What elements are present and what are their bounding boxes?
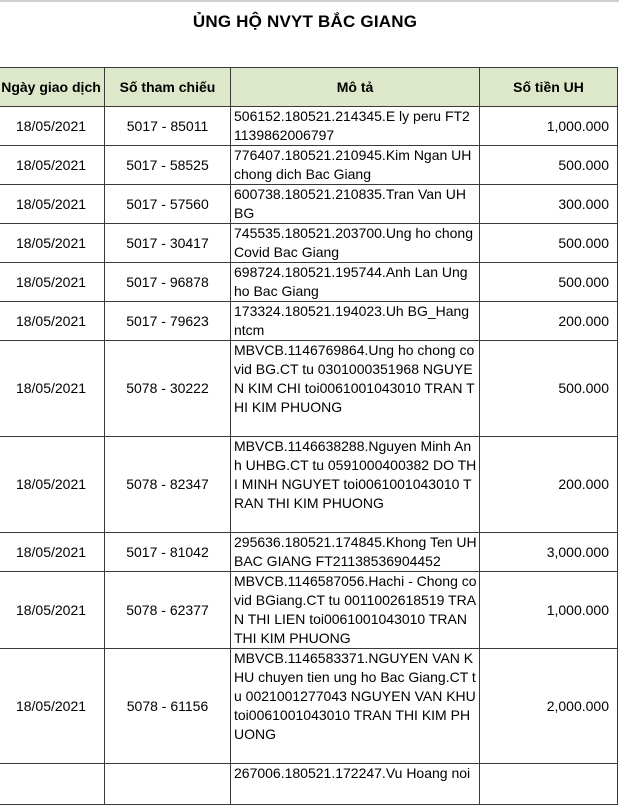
table-row xyxy=(0,107,618,146)
cell-description[interactable]: MBVCB.1146587056.Hachi - Chong covid BGiang.CT tu 0011002618519 TRAN THI LIEN toi0061001043010 TRAN THI KIM PHUONG xyxy=(231,572,480,649)
cell-date[interactable]: 18/05/2021 xyxy=(0,185,105,224)
header-date[interactable]: Ngày giao dịch xyxy=(0,68,105,107)
cell-date[interactable]: 18/05/2021 xyxy=(0,263,105,302)
cell-description[interactable]: 295636.180521.174845.Khong Ten UH BAC GIANG FT21138536904452 xyxy=(231,533,480,572)
cell-description[interactable]: MBVCB.1146583371.NGUYEN VAN KHU chuyen tien ung ho Bac Giang.CT tu 0021001277043 NGUYEN VAN KHU toi0061001043010 TRAN THI KIM PHUONG xyxy=(231,649,480,764)
cell-date[interactable] xyxy=(0,764,105,805)
cell-amount[interactable]: 3,000.000 xyxy=(480,533,618,572)
table-row xyxy=(0,302,618,341)
cell-date[interactable]: 18/05/2021 xyxy=(0,437,105,533)
cell-reference[interactable]: 5078 - 62377 xyxy=(105,572,231,649)
cell-reference[interactable]: 5017 - 57560 xyxy=(105,185,231,224)
header-amount[interactable]: Số tiền UH xyxy=(480,68,618,107)
sheet-title: ỦNG HỘ NVYT BẮC GIANG xyxy=(192,12,418,31)
cell-amount[interactable]: 500.000 xyxy=(480,224,618,263)
cell-date[interactable]: 18/05/2021 xyxy=(0,533,105,572)
cell-amount[interactable]: 200.000 xyxy=(480,302,618,341)
top-border xyxy=(0,0,619,2)
cell-description[interactable]: 267006.180521.172247.Vu Hoang noi xyxy=(231,764,480,805)
cell-amount[interactable]: 1,000.000 xyxy=(480,572,618,649)
cell-reference[interactable]: 5017 - 81042 xyxy=(105,533,231,572)
header-row xyxy=(0,68,618,107)
cell-date[interactable]: 18/05/2021 xyxy=(0,146,105,185)
cell-description[interactable]: 173324.180521.194023.Uh BG_Hang ntcm xyxy=(231,302,480,341)
cell-description[interactable]: 506152.180521.214345.E ly peru FT21139862006797 xyxy=(231,107,480,146)
cell-description[interactable]: 745535.180521.203700.Ung ho chong Covid Bac Giang xyxy=(231,224,480,263)
table-row xyxy=(0,341,618,437)
table-row xyxy=(0,533,618,572)
cell-description[interactable]: 600738.180521.210835.Tran Van UH BG xyxy=(231,185,480,224)
cell-amount[interactable]: 500.000 xyxy=(480,146,618,185)
table-row xyxy=(0,263,618,302)
cell-date[interactable]: 18/05/2021 xyxy=(0,341,105,437)
cell-reference[interactable]: 5017 - 85011 xyxy=(105,107,231,146)
cell-date[interactable]: 18/05/2021 xyxy=(0,572,105,649)
cell-date[interactable]: 18/05/2021 xyxy=(0,224,105,263)
cell-description[interactable]: 698724.180521.195744.Anh Lan Ung ho Bac Giang xyxy=(231,263,480,302)
cell-reference[interactable]: 5017 - 58525 xyxy=(105,146,231,185)
cell-amount[interactable] xyxy=(480,764,618,805)
cell-date[interactable]: 18/05/2021 xyxy=(0,649,105,764)
cell-amount[interactable]: 1,000.000 xyxy=(480,107,618,146)
cell-amount[interactable]: 300.000 xyxy=(480,185,618,224)
cell-date[interactable]: 18/05/2021 xyxy=(0,107,105,146)
table-body xyxy=(0,107,618,805)
table-row xyxy=(0,437,618,533)
cell-description[interactable]: MBVCB.1146638288.Nguyen Minh Anh UHBG.CT tu 0591000400382 DO THI MINH NGUYET toi0061001043010 TRAN THI KIM PHUONG xyxy=(231,437,480,533)
table-row xyxy=(0,185,618,224)
cell-amount[interactable]: 2,000.000 xyxy=(480,649,618,764)
cell-description[interactable]: 776407.180521.210945.Kim Ngan UH chong dich Bac Giang xyxy=(231,146,480,185)
table-row xyxy=(0,572,618,649)
table-row xyxy=(0,224,618,263)
donation-table xyxy=(0,67,618,805)
cell-amount[interactable]: 500.000 xyxy=(480,263,618,302)
table-row xyxy=(0,649,618,764)
cell-reference[interactable]: 5078 - 30222 xyxy=(105,341,231,437)
cell-date[interactable]: 18/05/2021 xyxy=(0,302,105,341)
cell-reference[interactable]: 5017 - 30417 xyxy=(105,224,231,263)
table-row xyxy=(0,764,618,805)
table-row xyxy=(0,146,618,185)
header-reference[interactable]: Số tham chiếu xyxy=(105,68,231,107)
cell-reference[interactable] xyxy=(105,764,231,805)
cell-amount[interactable]: 500.000 xyxy=(480,341,618,437)
cell-reference[interactable]: 5017 - 79623 xyxy=(105,302,231,341)
cell-description[interactable]: MBVCB.1146769864.Ung ho chong covid BG.CT tu 0301000351968 NGUYEN KIM CHI toi0061001043010 TRAN THI KIM PHUONG xyxy=(231,341,480,437)
cell-reference[interactable]: 5078 - 61156 xyxy=(105,649,231,764)
cell-reference[interactable]: 5017 - 96878 xyxy=(105,263,231,302)
cell-amount[interactable]: 200.000 xyxy=(480,437,618,533)
header-description[interactable]: Mô tả xyxy=(231,68,480,107)
cell-reference[interactable]: 5078 - 82347 xyxy=(105,437,231,533)
